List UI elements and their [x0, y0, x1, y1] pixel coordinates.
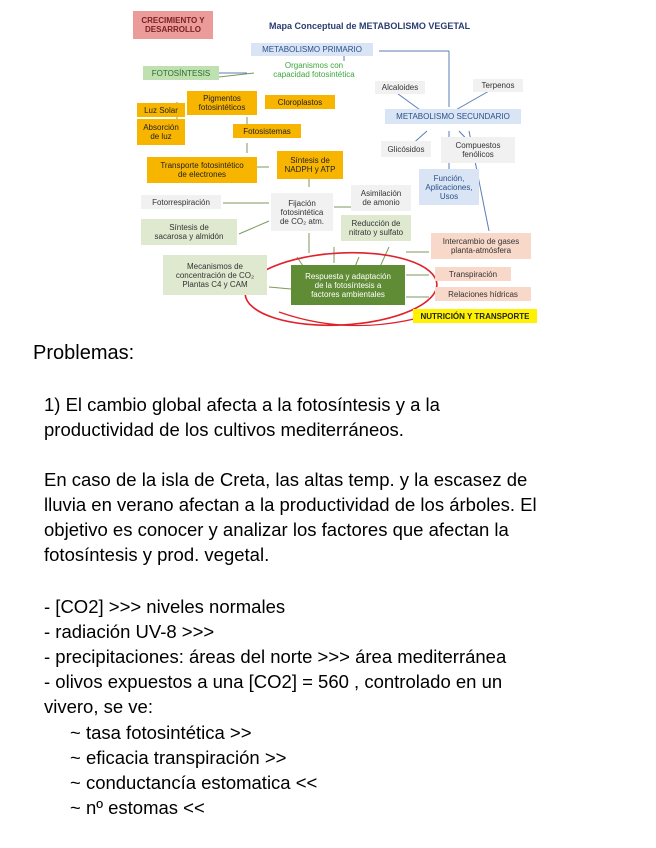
node-terpenos: Terpenos — [473, 79, 523, 92]
problem-bullet: - radiación UV-8 >>> — [44, 621, 215, 642]
problem-line: vivero, se ve: — [44, 696, 153, 717]
problem-bullet: - olivos expuestos a una [CO2] = 560 , controlado en un — [44, 671, 503, 692]
node-glicosidos: Glicósidos — [381, 141, 431, 157]
node-crecimiento: CRECIMIENTO Y DESARROLLO — [133, 11, 213, 39]
node-absorcion: Absorción de luz — [137, 119, 185, 145]
node-sintesis-nadph: Síntesis de NADPH y ATP — [277, 151, 343, 179]
node-compuestos: Compuestos fenólicos — [441, 137, 515, 163]
observation-item: ~ eficacia transpiración >> — [70, 747, 287, 768]
node-transporte: Transporte fotosintético de electrones — [147, 157, 257, 183]
problem-line: En caso de la isla de Creta, las altas temp. y la escasez de — [44, 469, 528, 490]
concept-map-title: Mapa Conceptual de METABOLISMO VEGETAL — [269, 21, 471, 31]
problem-line: fotosíntesis y prod. vegetal. — [44, 544, 270, 565]
problem-line: objetivo es conocer y analizar los factores que afectan la — [44, 519, 509, 540]
node-metabolismo-secundario: METABOLISMO SECUNDARIO — [385, 109, 521, 124]
node-fotosintesis: FOTOSÍNTESIS — [143, 66, 219, 80]
node-cloroplastos: Cloroplastos — [265, 95, 335, 109]
concept-map — [129, 7, 541, 329]
problem-line: 1) El cambio global afecta a la fotosíntesis y a la — [44, 394, 440, 415]
node-sintesis-sacarosa: Síntesis de sacarosa y almidón — [141, 219, 237, 245]
problems-heading: Problemas: — [33, 342, 135, 364]
observation-item: ~ tasa fotosintética >> — [70, 722, 252, 743]
node-nutricion: NUTRICIÓN Y TRANSPORTE — [413, 309, 537, 323]
observation-item: ~ nº estomas << — [70, 797, 205, 818]
problem-line: lluvia en verano afectan a la productividad de los árboles. El — [44, 494, 537, 515]
node-fotorrespiracion: Fotorrespiración — [141, 195, 221, 209]
observation-item: ~ conductancía estomatica << — [70, 772, 318, 793]
node-relaciones: Relaciones hídricas — [435, 287, 531, 301]
node-asimilacion: Asimilación de amonio — [351, 185, 411, 211]
problem-bullet: - [CO2] >>> niveles normales — [44, 596, 286, 617]
node-alcaloides: Alcaloides — [375, 81, 425, 94]
node-organismos: Organismos con capacidad fotosintética — [273, 61, 355, 79]
node-pigmentos: Pigmentos fotosintéticos — [187, 91, 257, 115]
node-funcion: Función, Aplicaciones, Usos — [419, 169, 479, 205]
node-respuesta: Respuesta y adaptación de la fotosíntesis a factores ambientales — [291, 265, 405, 305]
node-mecanismos: Mecanismos de concentración de CO₂ Plantas C4 y CAM — [163, 255, 267, 295]
node-fotosistemas: Fotosistemas — [233, 124, 301, 138]
problem-bullet: - precipitaciones: áreas del norte >>> área mediterránea — [44, 646, 507, 667]
node-intercambio: Intercambio de gases planta-atmósfera — [431, 233, 531, 259]
node-reduccion: Reducción de nitrato y sulfato — [341, 215, 411, 241]
node-transpiracion: Transpiración — [435, 267, 511, 281]
node-fijacion: Fijación fotosintética de CO₂ atm. — [271, 193, 333, 231]
node-metabolismo-primario: METABOLISMO PRIMARIO — [251, 43, 373, 56]
node-luz-solar: Luz Solar — [137, 103, 185, 117]
problem-line: productividad de los cultivos mediterráneos. — [44, 419, 404, 440]
